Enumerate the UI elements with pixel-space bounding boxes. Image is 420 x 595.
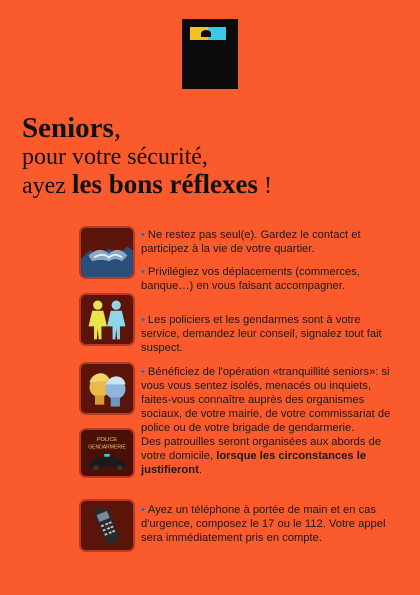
headline: Seniors, pour votre sécurité, ayez les bons réflexes ! <box>22 112 412 200</box>
phone-icon <box>79 499 135 552</box>
handshake-icon <box>79 226 135 279</box>
officers-icon <box>79 293 135 346</box>
car-label-gendarmerie: GENDARMERIE <box>88 444 126 451</box>
seniors-faces-icon <box>79 362 135 415</box>
car-label-police: POLICE <box>96 437 118 444</box>
phone-text: • Ayez un téléphone à portée de main et en cas d'urgence, composez le 17 ou le 112. Votre appel sera immédiatement pris en compte. <box>141 504 386 544</box>
headline-seniors: Seniors <box>22 112 114 144</box>
logo <box>182 19 238 89</box>
police-text: • Les policiers et les gendarmes sont à votre service, demandez leur conseil, signalez tout fait suspect. <box>141 314 382 354</box>
contact-text: • Ne restez pas seul(e). Gardez le contact et participez à la vie de votre quartier. • Privilégiez vos déplacements (commerces, banque…) en vous faisant accompagner. <box>141 229 361 292</box>
tranquillite-text: • Bénéficiez de l'opération «tranquillité seniors»: si vous vous sentez isolés, menacés ou inquiets, faites-vous connaître auprès des organismes sociaux, de votre mairie, de votre commissariat de police ou de votre brigade de gendarmerie. Des patrouilles seront organisées aux abords de votre domicile, lorsque les circonstances le justifieront. <box>141 366 391 476</box>
headline-line2: pour votre sécurité, <box>22 144 208 170</box>
headline-bold: les bons réflexes <box>71 169 258 199</box>
police-car-icon <box>79 428 135 478</box>
